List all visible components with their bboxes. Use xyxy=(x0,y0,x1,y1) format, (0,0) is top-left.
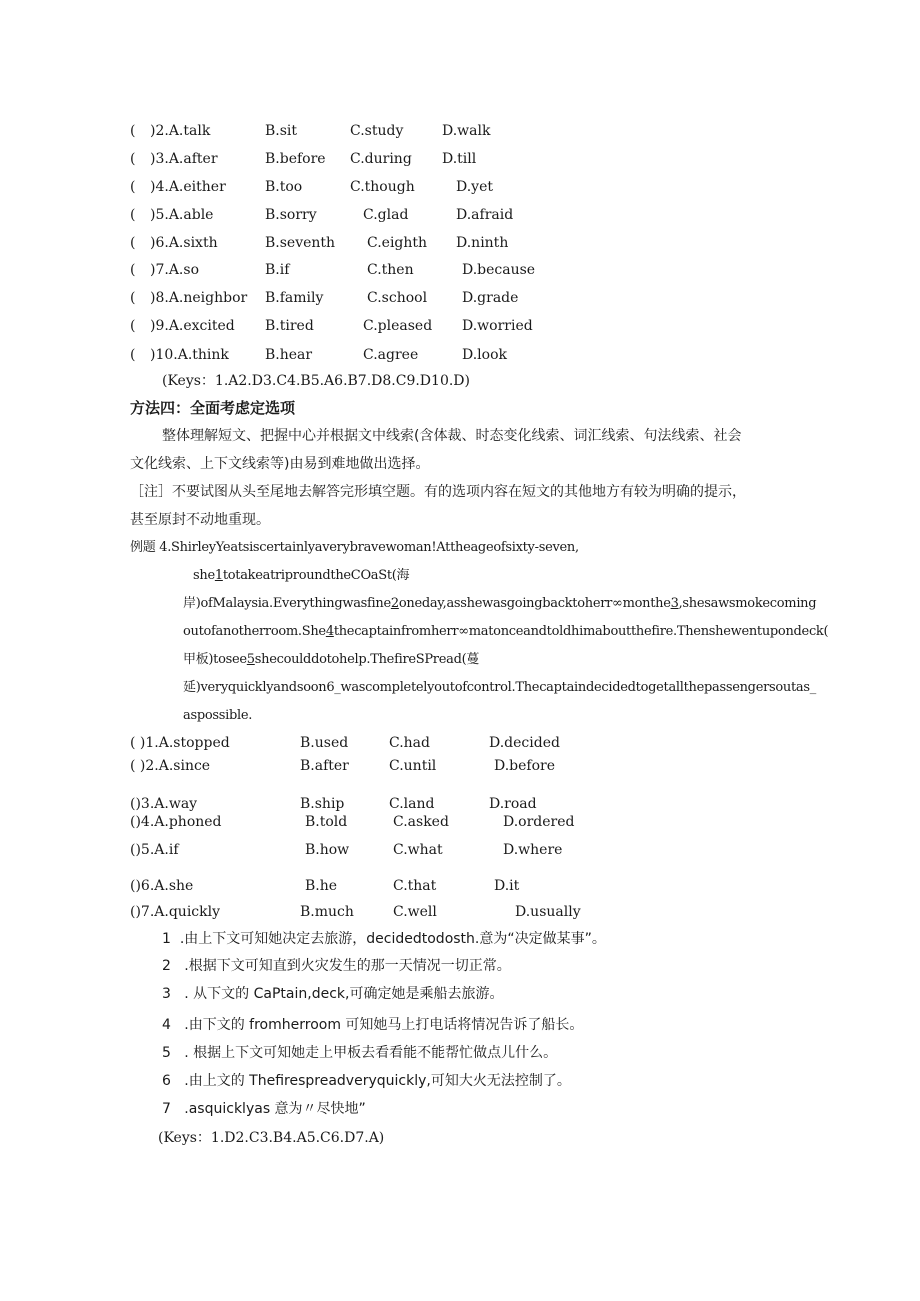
option-d: D.decided xyxy=(489,735,560,751)
passage-text: shecoulddotohelp.ThefireSPread(蔓 xyxy=(254,652,480,667)
option-a: )4.A.either xyxy=(150,179,226,195)
passage-text: oneday,asshewasgoingbacktoherr∞monthe xyxy=(398,596,671,611)
option-c: C.that xyxy=(393,878,437,894)
option-a[interactable]: ()5.A.if xyxy=(130,842,179,858)
answer-paren[interactable]: ( xyxy=(130,151,136,167)
item-number: 7 xyxy=(162,1101,171,1117)
answer-paren[interactable]: ( xyxy=(130,262,136,278)
list-item xyxy=(162,1072,571,1090)
option-c: C.school xyxy=(367,290,428,306)
option-a[interactable]: ()7.A.quickly xyxy=(130,904,221,920)
blank-4[interactable]: 4 xyxy=(325,624,334,639)
blank-2[interactable]: 2 xyxy=(390,596,399,611)
option-d: D.it xyxy=(494,878,520,894)
option-d: D.walk xyxy=(442,123,491,139)
answer-paren[interactable]: ( xyxy=(130,179,136,195)
example-intro: 例题 4.ShirleyYeatsiscertainlyaverybravewoman!Attheageofsixty-seven, xyxy=(130,540,579,555)
option-d: D.till xyxy=(442,151,477,167)
passage-text: outofanotherroom.She xyxy=(183,624,326,639)
answer-paren[interactable]: ( xyxy=(130,290,136,306)
option-a[interactable]: ()6.A.she xyxy=(130,878,194,894)
option-b: B.much xyxy=(300,904,354,920)
option-c: C.land xyxy=(389,796,435,812)
passage-text: 甲板)tosee xyxy=(183,652,247,667)
item-text: .由上下文可知她决定去旅游，decidedtodosth.意为“决定做某事”。 xyxy=(179,931,606,947)
item-number: 6 xyxy=(162,1073,171,1089)
passage-line5: 延)veryquicklyandsoon6_wascompletelyoutofcontrol.Thecaptaindecidedtogetallthepassengersoutas_ xyxy=(183,680,816,695)
option-c: C.agree xyxy=(363,347,419,363)
list-item xyxy=(162,1044,557,1062)
option-a[interactable]: ( )1.A.stopped xyxy=(130,735,230,751)
option-d: D.because xyxy=(462,262,536,278)
option-a[interactable]: ( )2.A.since xyxy=(130,758,211,774)
option-a: )6.A.sixth xyxy=(150,235,218,251)
passage-line1 xyxy=(193,567,409,585)
option-d: D.ninth xyxy=(456,235,509,251)
option-a: )2.A.talk xyxy=(150,123,211,139)
passage-line4 xyxy=(183,651,479,669)
option-b: B.if xyxy=(265,262,290,278)
item-number: 2 xyxy=(162,958,171,974)
option-b: B.told xyxy=(305,814,348,830)
option-c: C.pleased xyxy=(363,318,433,334)
option-b: B.sorry xyxy=(265,207,317,223)
option-d: D.grade xyxy=(462,290,519,306)
option-a: )5.A.able xyxy=(150,207,214,223)
answer-paren[interactable]: ( xyxy=(130,347,136,363)
option-d: D.yet xyxy=(456,179,493,195)
option-c: C.during xyxy=(350,151,412,167)
answer-paren[interactable]: ( xyxy=(130,318,136,334)
item-number: 3 xyxy=(162,986,171,1002)
option-b: B.hear xyxy=(265,347,313,363)
passage-line2 xyxy=(183,595,816,613)
passage-line6: aspossible. xyxy=(183,708,253,723)
option-a: )8.A.neighbor xyxy=(150,290,248,306)
list-item xyxy=(162,985,503,1003)
option-d: D.ordered xyxy=(503,814,575,830)
passage-text: thecaptainfromherr∞matonceandtoldhimaboutthefire.Thenshewentupondeck( xyxy=(333,624,829,639)
option-c: C.though xyxy=(350,179,415,195)
option-b: B.sit xyxy=(265,123,298,139)
item-text: .由下文的 fromherroom 可知她马上打电话将情况告诉了船长。 xyxy=(184,1017,584,1033)
option-c: C.until xyxy=(389,758,437,774)
option-b: B.after xyxy=(300,758,349,774)
option-b: B.too xyxy=(265,179,303,195)
option-c: C.asked xyxy=(393,814,449,830)
option-b: B.he xyxy=(305,878,338,894)
note-line2: 甚至原封不动地重现。 xyxy=(130,512,270,528)
item-number: 4 xyxy=(162,1017,171,1033)
method-description-line2: 文化线索、上下文线索等)由易到难地做出选择。 xyxy=(130,456,430,472)
option-a: )10.A.think xyxy=(150,347,229,363)
blank-1[interactable]: 1 xyxy=(214,568,223,583)
item-text: .asquicklyas 意为〃尽快地” xyxy=(184,1101,366,1117)
quiz1-answer-keys: (Keys：1.A2.D3.C4.B5.A6.B7.D8.C9.D10.D) xyxy=(162,373,470,389)
option-c: C.eighth xyxy=(367,235,428,251)
option-d: D.before xyxy=(494,758,556,774)
option-c: C.well xyxy=(393,904,437,920)
passage-text: totakeatriproundtheCOaSt(海 xyxy=(222,568,410,583)
blank-3[interactable]: 3 xyxy=(670,596,679,611)
passage-text: she xyxy=(193,568,215,583)
option-c: C.what xyxy=(393,842,443,858)
option-d: D.where xyxy=(503,842,563,858)
item-number: 1 xyxy=(162,931,171,947)
item-text: .根据下文可知直到火灾发生的那一天情况一切正常。 xyxy=(184,958,511,974)
list-item xyxy=(162,1100,366,1118)
option-a[interactable]: ()3.A.way xyxy=(130,796,198,812)
option-c: C.glad xyxy=(363,207,409,223)
option-b: B.how xyxy=(305,842,350,858)
option-a: )7.A.so xyxy=(150,262,199,278)
answer-paren[interactable]: ( xyxy=(130,235,136,251)
option-b: B.seventh xyxy=(265,235,336,251)
option-d: D.usually xyxy=(515,904,581,920)
option-d: D.road xyxy=(489,796,537,812)
list-item xyxy=(162,957,511,975)
list-item xyxy=(162,1016,583,1034)
option-d: D.worried xyxy=(462,318,533,334)
option-a[interactable]: ()4.A.phoned xyxy=(130,814,222,830)
passage-text: ,shesawsmokecoming xyxy=(678,596,817,611)
section-heading: 方法四：全面考虑定选项 xyxy=(130,399,296,417)
method-description-line1: 整体理解短文、把握中心并根据文中线索(含体裁、时态变化线索、词汇线索、句法线索、社会 xyxy=(162,428,742,444)
option-c: C.study xyxy=(350,123,404,139)
option-b: B.tired xyxy=(265,318,314,334)
item-text: . 从下文的 CaPtain,deck,可确定她是乘船去旅游。 xyxy=(184,986,504,1002)
option-d: D.look xyxy=(462,347,507,363)
option-b: B.before xyxy=(265,151,326,167)
item-number: 5 xyxy=(162,1045,171,1061)
option-d: D.afraid xyxy=(456,207,514,223)
option-b: B.used xyxy=(300,735,349,751)
option-a: )9.A.excited xyxy=(150,318,235,334)
answer-paren[interactable]: ( xyxy=(130,123,136,139)
option-b: B.ship xyxy=(300,796,345,812)
option-a: )3.A.after xyxy=(150,151,218,167)
option-b: B.family xyxy=(265,290,324,306)
passage-text: 岸)ofMalaysia.Everythingwasfine xyxy=(183,596,391,611)
option-c: C.then xyxy=(367,262,414,278)
passage-line3 xyxy=(183,623,828,641)
item-text: . 根据上下文可知她走上甲板去看看能不能帮忙做点儿什么。 xyxy=(184,1045,558,1061)
item-text: .由上文的 Thefirespreadveryquickly,可知大火无法控制了。 xyxy=(184,1073,571,1089)
option-c: C.had xyxy=(389,735,430,751)
list-item xyxy=(162,930,606,948)
answer-paren[interactable]: ( xyxy=(130,207,136,223)
blank-5[interactable]: 5 xyxy=(246,652,255,667)
note-line1: ［注］不要试图从头至尾地去解答完形填空题。有的选项内容在短文的其他地方有较为明确的提示， xyxy=(130,484,746,500)
explanations-answer-keys: (Keys：1.D2.C3.B4.A5.C6.D7.A) xyxy=(158,1130,385,1146)
